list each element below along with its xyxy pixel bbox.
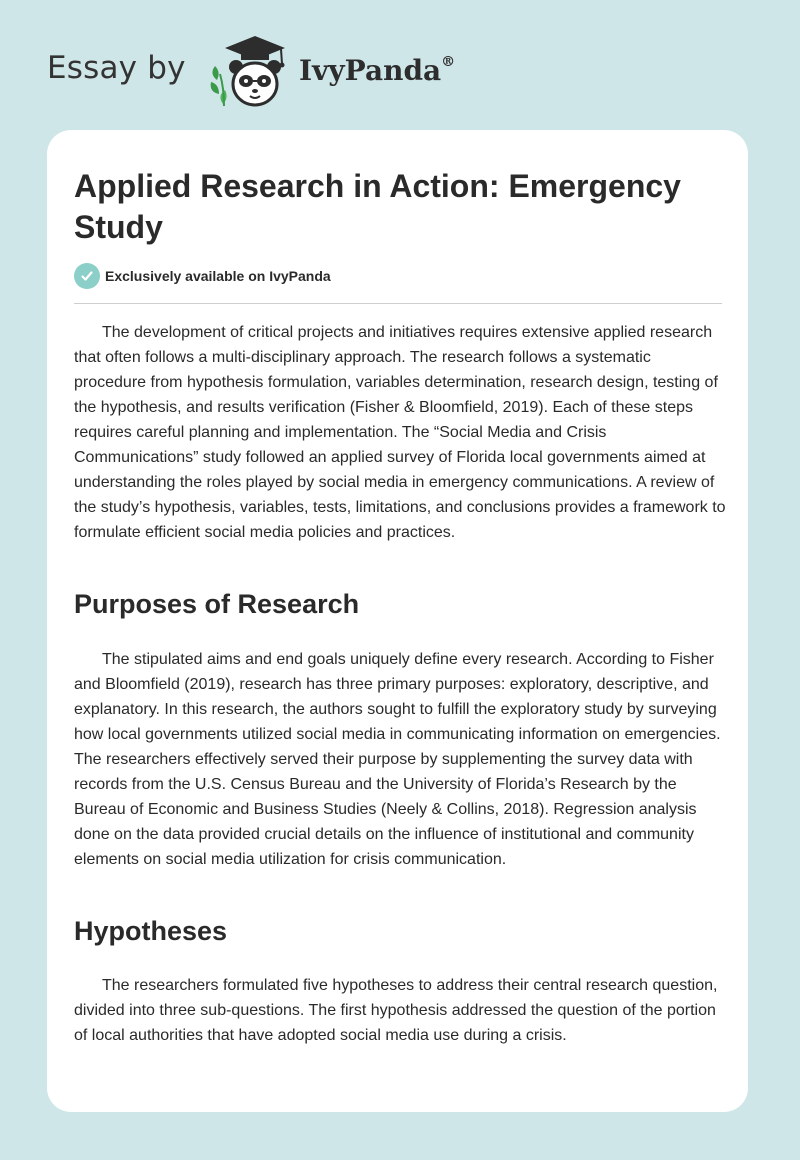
paragraph-purposes: The stipulated aims and end goals uniquely define every research. According to Fisher and Bloomfield (2019), research has three primary purposes: exploratory, descriptive, and explanatory. In this research, the authors sought to fulfill the exploratory study by surveying how local governments utilized social media in communicating information on emergencies. The researchers effectively served their purpose by supplementing the survey data with records from the U.S. Census Bureau and the University of Florida’s Research by the Bureau of Economic and Business Studies (Neely & Collins, 2018). Regression analysis done on the data provided crucial details on the influence of institutional and community elements on social media utilization for crisis communication. bbox=[74, 651, 721, 868]
brand-name[interactable]: IvyPanda® bbox=[299, 53, 456, 87]
article-card bbox=[47, 130, 748, 1112]
essay-by-label: Essay by bbox=[47, 50, 186, 86]
divider bbox=[74, 303, 722, 304]
paragraph-hypotheses: The researchers formulated five hypotheses to address their central research question, divided into three sub-questions. The first hypothesis addressed the question of the portion of local authorities that have adopted social media use during a crisis. bbox=[74, 977, 718, 1044]
paragraph-intro: The development of critical projects and initiatives requires extensive applied research that often follows a multi-disciplinary approach. The research follows a systematic procedure from hypothesis formulation, variables determination, research design, testing of the hypothesis, and results verification (Fisher & Bloomfield, 2019). Each of these steps requires careful planning and implementation. The “Social Media and Crisis Communications” study followed an applied survey of Florida local governments aimed at understanding the roles played by social media in emergency communications. A review of the study’s hypothesis, variables, tests, limitations, and conclusions provides a framework to formulate efficient social media policies and practices. bbox=[74, 324, 726, 541]
section-heading-purposes: Purposes of Research bbox=[74, 589, 360, 619]
section-heading-hypotheses: Hypotheses bbox=[74, 916, 228, 946]
exclusive-badge-label: Exclusively available on IvyPanda bbox=[105, 268, 331, 284]
site-header bbox=[47, 34, 507, 114]
page-title: Applied Research in Action: Emergency Study bbox=[74, 168, 681, 245]
check-circle-icon bbox=[74, 263, 100, 289]
panda-graduate-logo-icon[interactable] bbox=[203, 34, 291, 110]
exclusive-badge bbox=[74, 263, 331, 289]
